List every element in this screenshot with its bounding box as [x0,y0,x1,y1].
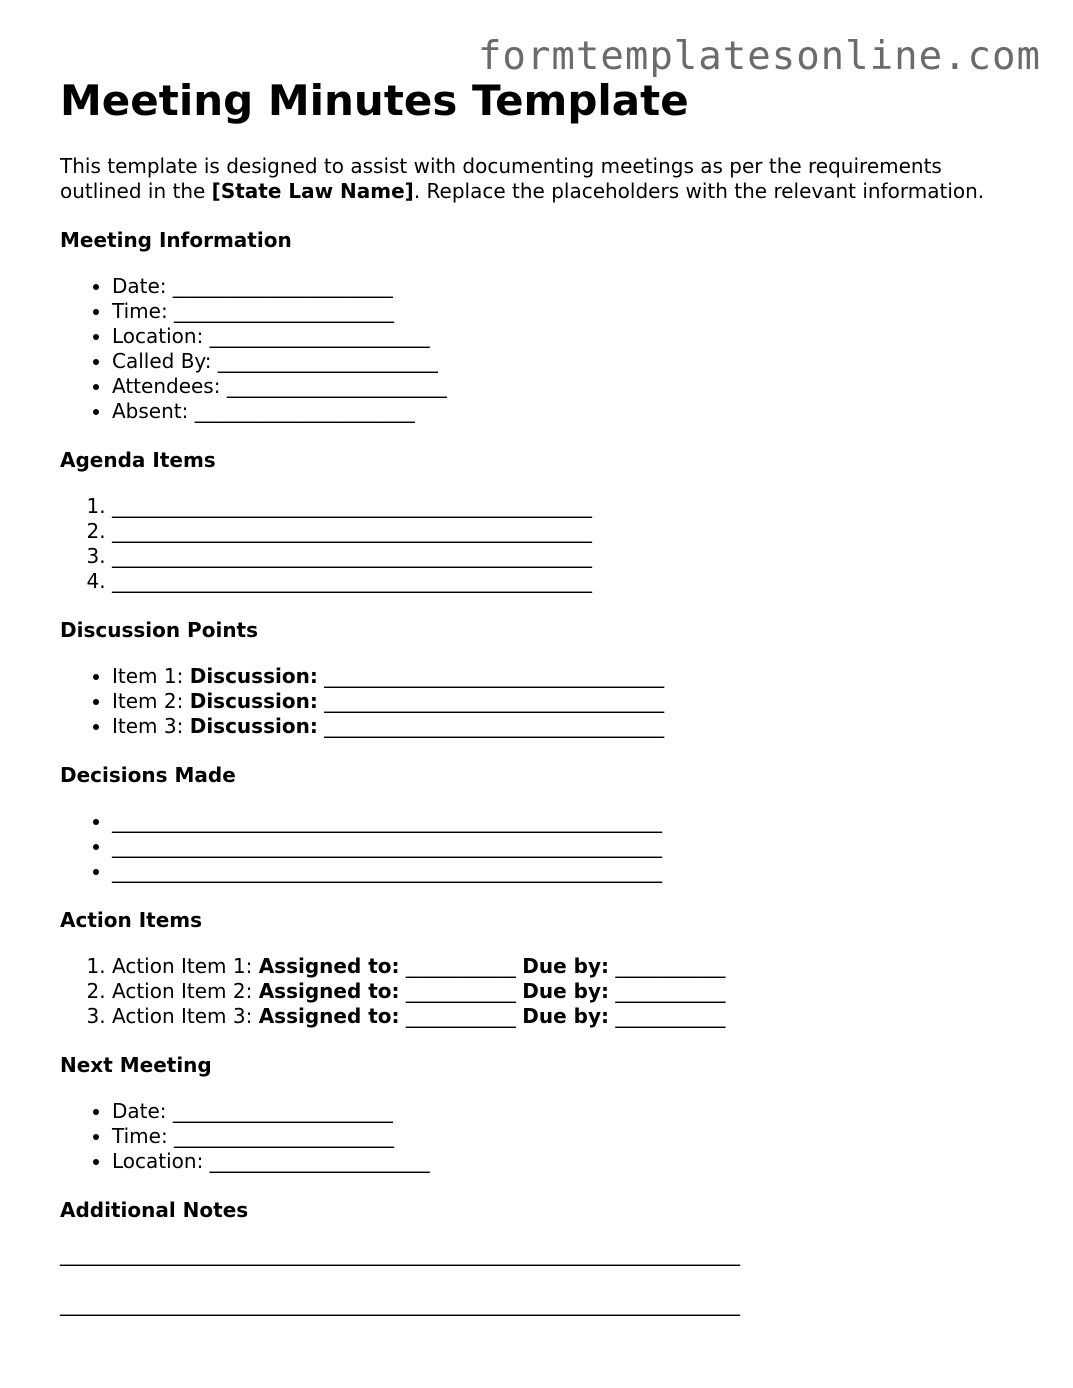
called-by-field[interactable]: • Called By: ______________________ [112,349,1020,374]
action-item-label: Action Item 3: [112,1004,259,1028]
agenda-item-4-field[interactable]: 4. ________________________________________________ [112,569,1020,594]
due-by-blank[interactable]: ___________ [608,1004,726,1028]
decision-2-field[interactable]: • _______________________________________________________ [112,834,1020,859]
attendees-field[interactable]: • Attendees: ______________________ [112,374,1020,399]
action-items-list [60,954,1020,1029]
state-law-placeholder: [State Law Name] [211,179,414,203]
action-items-heading: Action Items [60,908,203,932]
meeting-information-list [60,274,1020,424]
decisions-made-heading: Decisions Made [60,763,236,787]
due-by-label: Due by: [522,954,609,978]
assigned-to-blank[interactable]: ___________ [399,979,523,1003]
assigned-to-label: Assigned to: [258,1004,400,1028]
decisions-made-list [60,809,1020,884]
document-body [60,74,1020,1317]
discussion-item-1[interactable] [112,664,1020,689]
absent-field[interactable]: • Absent: ______________________ [112,399,1020,424]
next-meeting-heading: Next Meeting [60,1053,212,1077]
discussion-item-label: Item 1: [112,664,190,688]
discussion-label: Discussion: [189,664,318,688]
assigned-to-label: Assigned to: [258,979,400,1003]
meeting-information-heading: Meeting Information [60,228,292,252]
discussion-item-2[interactable] [112,689,1020,714]
agenda-item-3-field[interactable]: 3. ________________________________________________ [112,544,1020,569]
assigned-to-blank[interactable]: ___________ [399,954,523,978]
decision-3-field[interactable]: • _______________________________________________________ [112,859,1020,884]
due-by-label: Due by: [522,1004,609,1028]
discussion-item-3[interactable] [112,714,1020,739]
intro-text-start: This template is designed to assist with documenting meetings as per the requirements outlined in the [60,154,942,203]
due-by-blank[interactable]: ___________ [608,954,726,978]
next-meeting-location-field[interactable]: • Location: ______________________ [112,1149,1020,1174]
discussion-item-label: Item 2: [112,689,190,713]
decision-1-field[interactable]: • _______________________________________________________ [112,809,1020,834]
next-meeting-time-field[interactable]: • Time: ______________________ [112,1124,1020,1149]
discussion-blank[interactable]: __________________________________ [317,664,665,688]
next-meeting-list [60,1099,1020,1174]
page-title: Meeting Minutes Template [60,76,689,125]
meeting-time-field[interactable]: • Time: ______________________ [112,299,1020,324]
meeting-date-field[interactable]: • Date: ______________________ [112,274,1020,299]
due-by-label: Due by: [522,979,609,1003]
next-meeting-date-field[interactable]: • Date: ______________________ [112,1099,1020,1124]
agenda-items-heading: Agenda Items [60,448,216,472]
discussion-item-label: Item 3: [112,714,190,738]
additional-notes-heading: Additional Notes [60,1198,249,1222]
discussion-points-list [60,664,1020,739]
action-item-label: Action Item 2: [112,979,259,1003]
action-item-1[interactable] [112,954,1020,979]
agenda-item-2-field[interactable]: 2. ________________________________________________ [112,519,1020,544]
additional-notes-line-1[interactable]: ____________________________________________________________________ [60,1242,740,1266]
intro-text-end: . Replace the placeholders with the relevant information. [413,179,985,203]
discussion-points-heading: Discussion Points [60,618,259,642]
action-item-2[interactable] [112,979,1020,1004]
agenda-item-1-field[interactable]: 1. ________________________________________________ [112,494,1020,519]
meeting-location-field[interactable]: • Location: ______________________ [112,324,1020,349]
due-by-blank[interactable]: ___________ [608,979,726,1003]
assigned-to-blank[interactable]: ___________ [399,1004,523,1028]
assigned-to-label: Assigned to: [258,954,400,978]
discussion-label: Discussion: [189,689,318,713]
discussion-blank[interactable]: __________________________________ [317,714,665,738]
agenda-items-list [60,494,1020,594]
discussion-blank[interactable]: __________________________________ [317,689,665,713]
site-watermark: formtemplatesonline.com [477,34,1041,79]
intro-paragraph [60,154,1020,204]
action-item-3[interactable] [112,1004,1020,1029]
action-item-label: Action Item 1: [112,954,259,978]
additional-notes-line-2[interactable]: ____________________________________________________________________ [60,1292,740,1316]
discussion-label: Discussion: [189,714,318,738]
